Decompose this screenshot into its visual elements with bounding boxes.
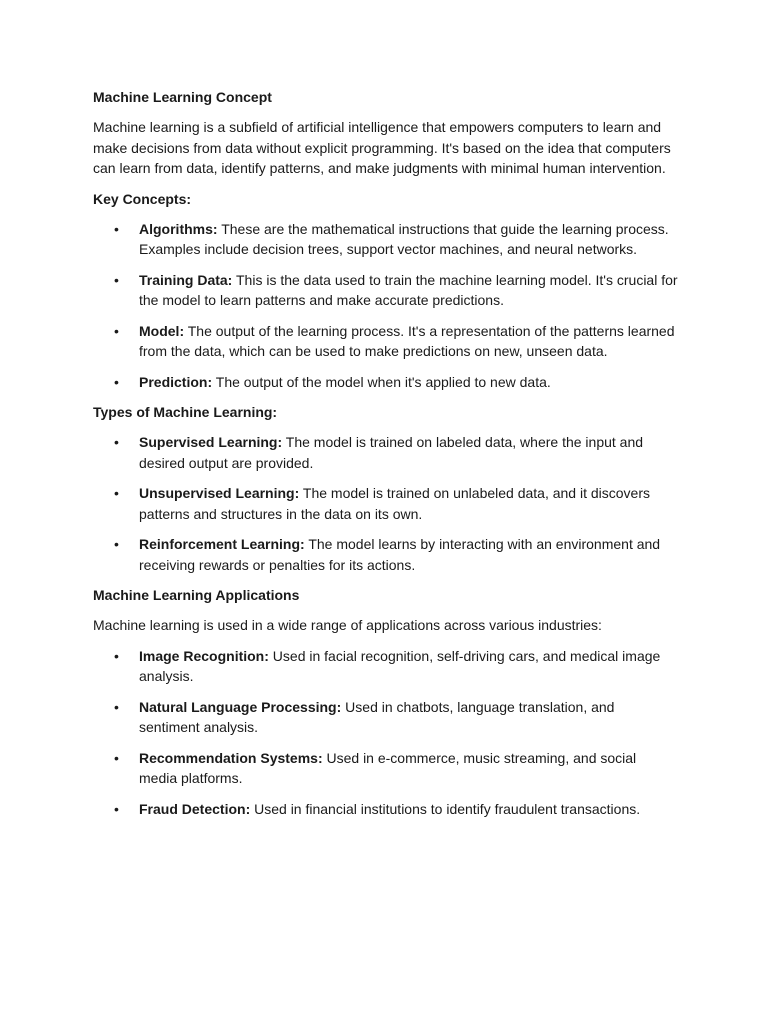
list-item bbox=[93, 432, 678, 473]
list-item-text: The output of the learning process. It's a representation of the patterns learned from the data, which can be used to make predictions on new, unseen data. bbox=[139, 322, 675, 359]
applications-list bbox=[93, 646, 678, 820]
bullet-icon: • bbox=[114, 698, 119, 715]
bullet-icon: • bbox=[114, 220, 119, 237]
bullet-icon: • bbox=[114, 434, 119, 450]
types-heading: Types of Machine Learning: bbox=[93, 404, 278, 420]
list-item-term: Model: bbox=[139, 322, 185, 339]
list-item bbox=[93, 697, 678, 738]
list-item-text: Used in e-commerce, music streaming, and social media platforms. bbox=[139, 749, 637, 786]
list-item-text: These are the mathematical instructions that guide the learning process. Examples include decision trees, support vector machines, and neural networks. bbox=[139, 220, 669, 257]
list-item-text: The model is trained on labeled data, where the input and desired output are provided. bbox=[139, 434, 644, 471]
list-item-term: Supervised Learning: bbox=[139, 434, 283, 450]
list-item-term: Unsupervised Learning: bbox=[139, 485, 300, 501]
list-item-term: Prediction: bbox=[139, 373, 213, 390]
list-item bbox=[93, 270, 678, 311]
bullet-icon: • bbox=[114, 749, 119, 766]
list-item bbox=[93, 321, 678, 362]
types-list bbox=[93, 432, 678, 575]
document-title: Machine Learning Concept bbox=[93, 89, 272, 105]
key-concepts-heading: Key Concepts: bbox=[93, 190, 192, 207]
list-item-text: This is the data used to train the machine learning model. It's crucial for the model to learn patterns and make accurate predictions. bbox=[139, 271, 678, 308]
list-item bbox=[93, 748, 678, 789]
bullet-icon: • bbox=[114, 800, 119, 817]
key-concepts-list bbox=[93, 219, 678, 393]
list-item bbox=[93, 372, 678, 393]
list-item-term: Training Data: bbox=[139, 271, 233, 288]
list-item-term: Algorithms: bbox=[139, 220, 218, 237]
bullet-icon: • bbox=[114, 271, 119, 288]
list-item-text: The model learns by interacting with an environment and receiving rewards or penalties for its actions. bbox=[139, 536, 661, 573]
list-item-term: Recommendation Systems: bbox=[139, 749, 323, 766]
bullet-icon: • bbox=[114, 647, 119, 664]
applications-intro: Machine learning is used in a wide range of applications across various industries: bbox=[93, 617, 602, 633]
intro-paragraph: Machine learning is a subfield of artificial intelligence that empowers computers to learn and make decisions from data without explicit programming. It's based on the idea that computers can learn from data, identify patterns, and make judgments with minimal human intervention. bbox=[93, 119, 671, 176]
bullet-icon: • bbox=[114, 536, 119, 552]
list-item-text: The output of the model when it's applied to new data. bbox=[212, 373, 551, 390]
bullet-icon: • bbox=[114, 485, 119, 501]
list-item-term: Reinforcement Learning: bbox=[139, 536, 305, 552]
bullet-icon: • bbox=[114, 322, 119, 339]
list-item bbox=[93, 646, 678, 687]
bullet-icon: • bbox=[114, 373, 119, 390]
list-item-term: Fraud Detection: bbox=[139, 800, 251, 817]
list-item-term: Natural Language Processing: bbox=[139, 698, 342, 715]
list-item-text: Used in financial institutions to identify fraudulent transactions. bbox=[250, 800, 641, 817]
list-item-text: The model is trained on unlabeled data, and it discovers patterns and structures in the data on its own. bbox=[139, 485, 651, 522]
list-item bbox=[93, 799, 678, 820]
list-item bbox=[93, 534, 678, 575]
list-item-text: Used in facial recognition, self-driving cars, and medical image analysis. bbox=[139, 647, 661, 684]
list-item-term: Image Recognition: bbox=[139, 647, 269, 664]
list-item bbox=[93, 483, 678, 524]
list-item-text: Used in chatbots, language translation, and sentiment analysis. bbox=[139, 698, 615, 735]
list-item bbox=[93, 219, 678, 260]
applications-heading: Machine Learning Applications bbox=[93, 587, 300, 603]
